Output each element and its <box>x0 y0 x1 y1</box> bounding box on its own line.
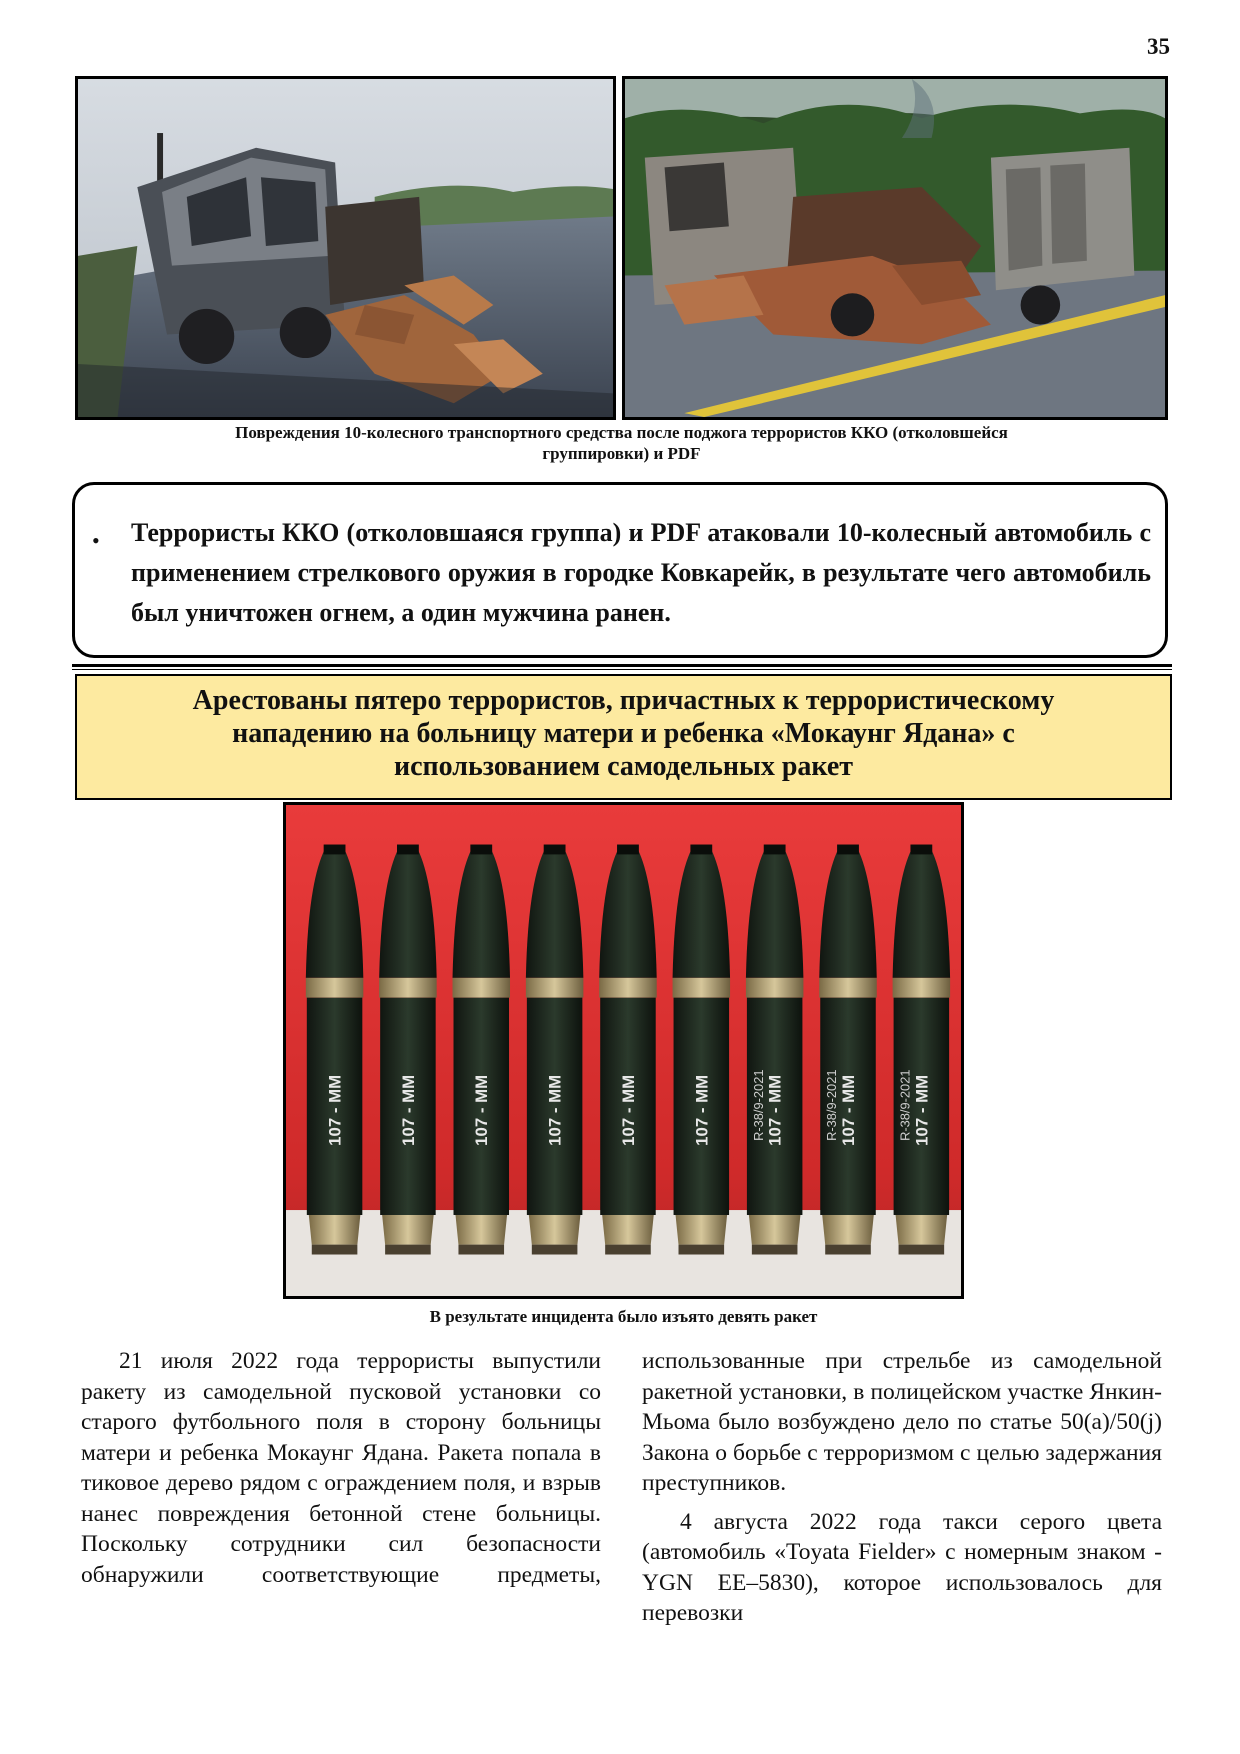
rocket <box>746 845 803 1255</box>
rockets-photo <box>283 802 964 1299</box>
rocket-label: 107 - MM <box>765 1074 785 1146</box>
bullet-dot-icon: • <box>92 528 100 553</box>
burnt-truck-photo-left <box>75 76 616 420</box>
bullet-text: Террористы ККО (отколовшаяся группа) и PDF атаковали 10-колесный автомобиль с применением стрелкового оружия в городке Ковкарейк, в результате чего автомобиль был уничтожен огнем, а один мужчина ранен. <box>131 518 1151 627</box>
rocket-date-label: R-38/9-2021 <box>897 1069 913 1141</box>
burnt-truck-photo-right <box>622 76 1168 420</box>
rocket <box>453 845 510 1255</box>
figure1-caption <box>75 422 1168 464</box>
headline-line2: нападению на больницу матери и ребенка «Мокаунг Ядана» с <box>232 718 1015 749</box>
rocket-label: 107 - MM <box>838 1074 858 1146</box>
headline-line3: использованием самодельных ракет <box>393 751 854 782</box>
rocket-date-label: R-38/9-2021 <box>750 1069 766 1141</box>
rocket-label: 107 - MM <box>618 1074 638 1146</box>
rocket <box>526 845 583 1255</box>
rocket-label: 107 - MM <box>545 1074 565 1146</box>
rocket <box>893 845 950 1255</box>
section-headline <box>75 674 1172 800</box>
rocket-label: 107 - MM <box>398 1074 418 1146</box>
body-right-paragraph-1: использованные при стрельбе из самодельной ракетной установки, в полицейском участке Янкин-Мьома было возбуждено дело по статье 50(a)/50(j) Закона о борьбе с терроризмом с целью задержания преступников. <box>642 1348 1162 1496</box>
divider-thick <box>72 664 1172 667</box>
rocket-date-label: R-38/9-2021 <box>824 1069 840 1141</box>
rocket-label: 107 - MM <box>912 1074 932 1146</box>
rocket <box>379 845 436 1255</box>
rocket-label: 107 - MM <box>472 1074 492 1146</box>
rocket-label: 107 - MM <box>325 1074 345 1146</box>
figure1-caption-line2: группировки) и PDF <box>542 444 701 463</box>
divider-thin <box>72 669 1172 670</box>
body-right-paragraph-2: 4 августа 2022 года такси серого цвета (автомобиль «Toyata Fielder» с номерным знаком - YGN EE–5830), которое использовалось для перевозки <box>642 1508 1162 1626</box>
headline-line1: Арестованы пятеро террористов, причастных к террористическому <box>192 685 1055 716</box>
body-column-left <box>81 1346 601 1590</box>
page-number: 35 <box>1147 34 1170 59</box>
rocket <box>673 845 730 1255</box>
body-left-paragraph: 21 июля 2022 года террористы выпустили ракету из самодельной пусковой установки со старого футбольного поля в сторону больницы матери и ребенка Мокаунг Ядана. Ракета попала в тиковое дерево рядом с ограждением поля, и взрыв нанес повреждения бетонной стене больницы. Поскольку сотрудники сил безопасности обнаружили соответствующие предметы, <box>81 1348 601 1588</box>
bullet-box <box>72 482 1168 658</box>
rocket <box>306 845 363 1255</box>
body-column-right <box>642 1346 1162 1629</box>
figure2-caption: В результате инцидента было изъято девять ракет <box>429 1307 818 1326</box>
rocket <box>819 845 876 1255</box>
figure1-caption-line1: Повреждения 10-колесного транспортного средства после поджога террористов ККО (отколовшейся <box>235 423 1008 442</box>
rocket <box>599 845 656 1255</box>
rocket-label: 107 - MM <box>692 1074 712 1146</box>
